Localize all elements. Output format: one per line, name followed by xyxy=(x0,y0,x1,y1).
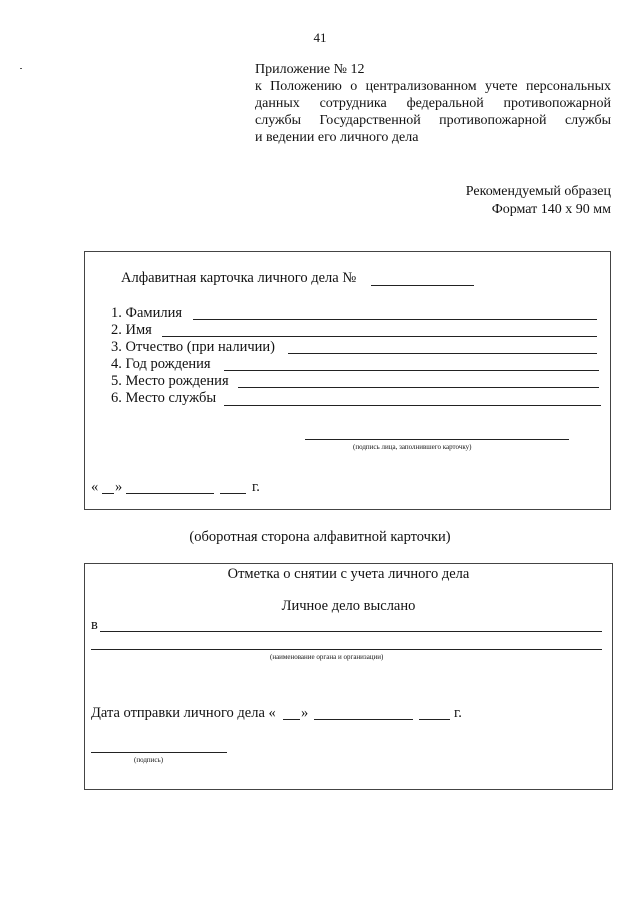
signature-caption: (подпись лица, заполнившего карточку) xyxy=(353,443,472,451)
date-day-line[interactable] xyxy=(102,493,114,494)
org-caption: (наименование органа и организации) xyxy=(270,653,384,661)
field-birthplace-line[interactable] xyxy=(238,387,599,388)
appendix-line: к Положению о централизованном учете персональных xyxy=(255,79,611,94)
field-name-label: 2. Имя xyxy=(111,322,152,338)
back-signature-line[interactable] xyxy=(91,752,227,753)
appendix-line: данных сотрудника федеральной противопожарной xyxy=(255,96,611,111)
field-service-place-line[interactable] xyxy=(224,405,601,406)
send-date-month-line[interactable] xyxy=(314,719,413,720)
appendix-line: службы Государственной противопожарной службы xyxy=(255,113,611,128)
signature-line[interactable] xyxy=(305,439,569,440)
recommended-label: Рекомендуемый образец xyxy=(465,184,611,199)
appendix-title: Приложение № 12 xyxy=(255,62,365,77)
send-date-label: Дата отправки личного дела « xyxy=(91,705,276,721)
field-name-line[interactable] xyxy=(162,336,597,337)
page-number: 41 xyxy=(313,30,327,45)
card-title: Алфавитная карточка личного дела № xyxy=(121,270,357,286)
field-patronymic-line[interactable] xyxy=(288,353,597,354)
field-surname-label: 1. Фамилия xyxy=(111,305,182,321)
destination-line-2[interactable] xyxy=(91,649,602,650)
appendix-line: и ведении его личного дела xyxy=(255,130,419,145)
recommended-sample xyxy=(466,183,611,219)
destination-line[interactable] xyxy=(100,631,602,632)
field-surname-line[interactable] xyxy=(193,319,597,320)
date-year-suffix: г. xyxy=(252,479,260,495)
card-number-field[interactable] xyxy=(371,285,474,286)
back-side-caption: (оборотная сторона алфавитной карточки) xyxy=(189,529,451,545)
date-open-quote: « xyxy=(91,479,99,495)
field-service-place-label: 6. Место службы xyxy=(111,390,217,406)
format-label: Формат 140 х 90 мм xyxy=(491,202,611,217)
back-card-subtitle: Личное дело выслано xyxy=(281,598,416,614)
field-birth-year-label: 4. Год рождения xyxy=(111,356,211,372)
date-month-line[interactable] xyxy=(126,493,214,494)
send-date-year-line[interactable] xyxy=(419,719,450,720)
field-patronymic-label: 3. Отчество (при наличии) xyxy=(111,339,275,355)
send-date-close-quote: » xyxy=(301,705,309,721)
back-card-title: Отметка о снятии с учета личного дела xyxy=(227,566,470,582)
to-prefix: в xyxy=(91,617,98,633)
scan-mark xyxy=(20,68,22,69)
send-date-day-line[interactable] xyxy=(283,719,300,720)
field-birth-year-line[interactable] xyxy=(224,370,599,371)
date-close-quote: » xyxy=(115,479,123,495)
appendix-header xyxy=(255,61,611,146)
back-signature-caption: (подпись) xyxy=(134,756,164,764)
field-birthplace-label: 5. Место рождения xyxy=(111,373,229,389)
date-year-line[interactable] xyxy=(220,493,246,494)
send-date-year-suffix: г. xyxy=(454,705,462,721)
